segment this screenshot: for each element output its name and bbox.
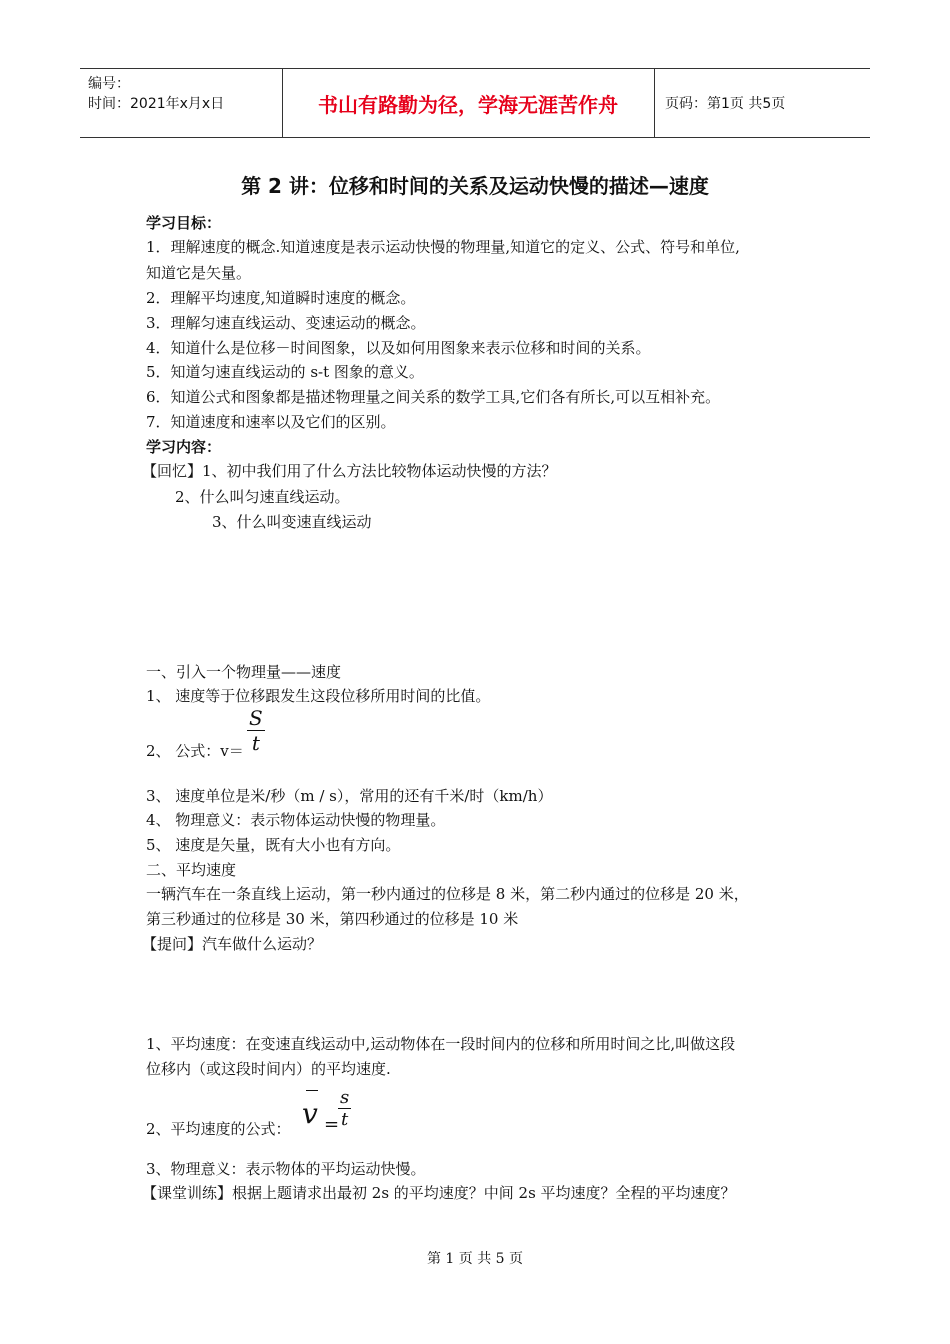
- speed-definition: 1、 速度等于位移跟发生这段位移所用时间的比值。: [146, 687, 491, 705]
- page-footer: 第 1 页 共 5 页: [426, 1251, 524, 1267]
- objective-item: 5．知道匀速直线运动的 s-t 图象的意义。: [146, 363, 424, 381]
- average-speed-meaning: 3、物理意义：表示物体的平均运动快慢。: [146, 1160, 426, 1178]
- fraction-numerator: S: [249, 706, 263, 730]
- objective-item: 1．理解速度的概念.知道速度是表示运动快慢的物理量,知道它的定义、公式、符号和单位,: [146, 238, 740, 256]
- lesson-title: 第 2 讲：位移和时间的关系及运动快慢的描述—速度: [241, 174, 709, 198]
- speed-vector: 5、 速度是矢量，既有大小也有方向。: [146, 836, 401, 854]
- average-formula-fraction: [338, 1087, 351, 1130]
- objective-item: 3．理解匀速直线运动、变速运动的概念。: [146, 314, 426, 332]
- fraction-denominator: t: [251, 731, 260, 755]
- header-info-cell: [80, 69, 283, 137]
- time-label: 时间：2021年x月x日: [88, 96, 225, 112]
- average-speed-definition: 位移内（或这段时间内）的平均速度.: [146, 1060, 391, 1078]
- objective-item: 2．理解平均速度,知道瞬时速度的概念。: [146, 289, 416, 307]
- recall-item: 【回忆】1、初中我们用了什么方法比较物体运动快慢的方法？: [142, 462, 557, 480]
- example-text: 第三秒通过的位移是 30 米，第四秒通过的位移是 10 米: [146, 910, 519, 928]
- fraction-numerator: s: [340, 1087, 350, 1108]
- objective-item: 6．知道公式和图象都是描述物理量之间关系的数学工具,它们各有所长,可以互相补充。: [146, 388, 721, 406]
- practice-text: 【课堂训练】根据上题请求出最初 2s 的平均速度？中间 2s 平均速度？全程的平均速度？: [142, 1184, 736, 1202]
- average-velocity-symbol: v: [302, 1097, 318, 1130]
- question-text: 【提问】汽车做什么运动？: [142, 935, 323, 953]
- page-info: 页码：第1页 共5页: [665, 96, 786, 112]
- equals-sign: =: [324, 1114, 340, 1135]
- section2-heading: 二、平均速度: [146, 861, 237, 879]
- number-label: 编号：: [88, 76, 130, 92]
- section1-heading: 一、引入一个物理量——速度: [146, 663, 342, 681]
- objective-item: 知道它是矢量。: [146, 264, 252, 282]
- objective-item: 7．知道速度和速率以及它们的区别。: [146, 413, 396, 431]
- average-speed-definition: 1、平均速度：在变速直线运动中,运动物体在一段时间内的位移和所用时间之比,叫做这段: [146, 1035, 736, 1053]
- fraction-denominator: t: [341, 1109, 349, 1130]
- average-formula-label: 2、平均速度的公式：: [146, 1120, 291, 1138]
- objectives-heading: 学习目标：: [146, 214, 222, 232]
- speed-formula-fraction: [247, 706, 265, 755]
- content-heading: 学习内容：: [146, 438, 222, 456]
- recall-item: 2、什么叫匀速直线运动。: [175, 488, 350, 506]
- example-text: 一辆汽车在一条直线上运动，第一秒内通过的位移是 8 米，第二秒内通过的位移是 20 米，: [146, 885, 749, 903]
- header-table: [80, 68, 870, 138]
- objective-item: 4．知道什么是位移－时间图象，以及如何用图象来表示位移和时间的关系。: [146, 339, 651, 357]
- overline-mark: [306, 1090, 318, 1091]
- speed-meaning: 4、 物理意义：表示物体运动快慢的物理量。: [146, 811, 446, 829]
- recall-item: 3、什么叫变速直线运动: [212, 513, 372, 531]
- speed-formula-label: 2、 公式：v＝: [146, 742, 244, 760]
- motto: 书山有路勤为径，学海无涯苦作舟: [282, 69, 655, 137]
- speed-unit: 3、 速度单位是米/秒（m / s），常用的还有千米/时（km/h）: [146, 787, 553, 805]
